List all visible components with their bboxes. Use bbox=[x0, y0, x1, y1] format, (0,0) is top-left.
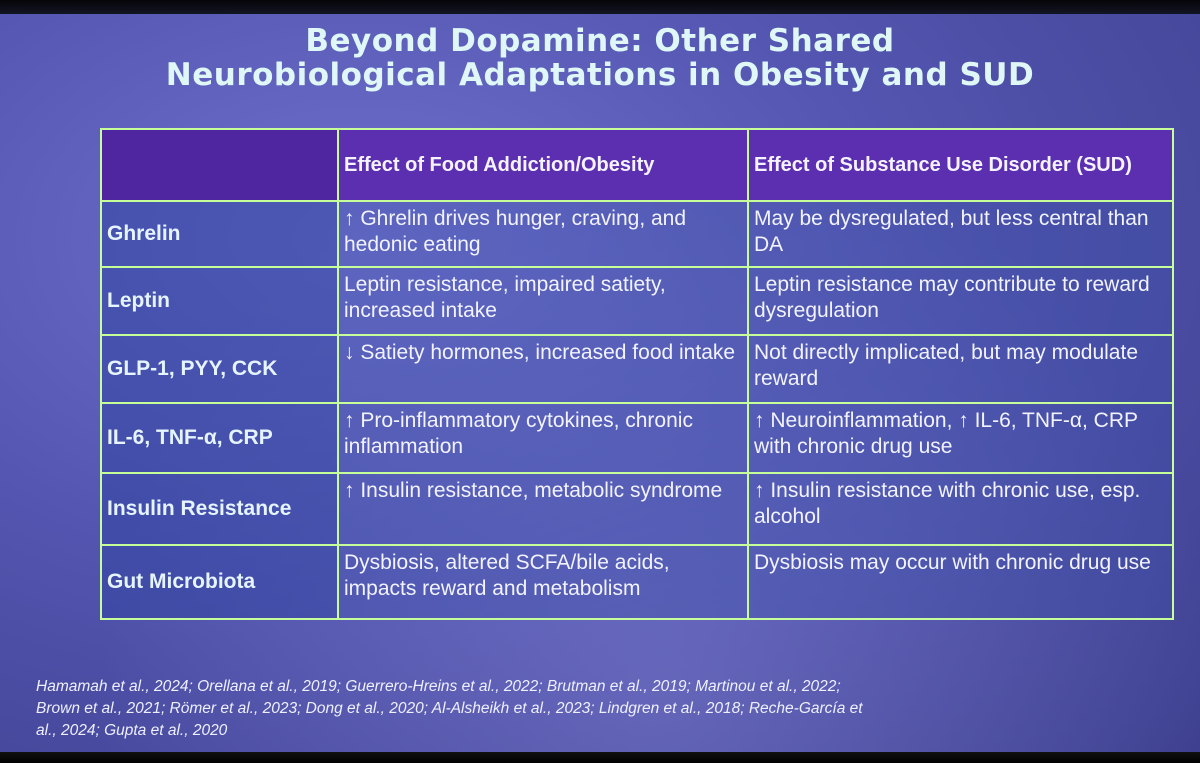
sud-effect-cell: ↑ Neuroinflammation, ↑ IL-6, TNF-α, CRP with chronic drug use bbox=[748, 403, 1173, 473]
table-row bbox=[101, 335, 1173, 403]
food-effect-cell: ↑ Ghrelin drives hunger, craving, and hedonic eating bbox=[338, 201, 748, 267]
references-line-1: Hamamah et al., 2024; Orellana et al., 2019; Guerrero-Hreins et al., 2022; Brutman et al., 2019; Martinou et al., 2022; bbox=[36, 678, 841, 695]
references-line-2: Brown et al., 2021; Römer et al., 2023; Dong et al., 2020; Al-Alsheikh et al., 2023; Lindgren et al., 2018; Reche-García et bbox=[36, 700, 863, 717]
sud-effect-cell: Dysbiosis may occur with chronic drug use bbox=[748, 545, 1173, 619]
food-effect-cell: Leptin resistance, impaired satiety, increased intake bbox=[338, 267, 748, 335]
factor-cell: GLP-1, PYY, CCK bbox=[101, 335, 338, 403]
factor-cell: Insulin Resistance bbox=[101, 473, 338, 545]
presentation-slide bbox=[0, 14, 1200, 763]
table-row bbox=[101, 545, 1173, 619]
table-row bbox=[101, 201, 1173, 267]
sud-effect-cell: Leptin resistance may contribute to reward dysregulation bbox=[748, 267, 1173, 335]
slide-title-line-1: Beyond Dopamine: Other Shared bbox=[305, 23, 895, 59]
header-cell-sud: Effect of Substance Use Disorder (SUD) bbox=[748, 129, 1173, 201]
factor-cell: Leptin bbox=[101, 267, 338, 335]
factor-cell: Ghrelin bbox=[101, 201, 338, 267]
header-cell-blank bbox=[101, 129, 338, 201]
table-row bbox=[101, 403, 1173, 473]
references-line-3: al., 2024; Gupta et al., 2020 bbox=[36, 722, 228, 739]
food-effect-cell: ↑ Insulin resistance, metabolic syndrome bbox=[338, 473, 748, 545]
header-cell-food-addiction: Effect of Food Addiction/Obesity bbox=[338, 129, 748, 201]
slide-title-line-2: Neurobiological Adaptations in Obesity and SUD bbox=[165, 57, 1035, 93]
table-header-row bbox=[101, 129, 1173, 201]
factor-cell: IL-6, TNF-α, CRP bbox=[101, 403, 338, 473]
sud-effect-cell: May be dysregulated, but less central than DA bbox=[748, 201, 1173, 267]
sud-effect-cell: ↑ Insulin resistance with chronic use, esp. alcohol bbox=[748, 473, 1173, 545]
food-effect-cell: ↑ Pro-inflammatory cytokines, chronic inflammation bbox=[338, 403, 748, 473]
screen-bottom-edge bbox=[0, 752, 1200, 763]
factor-cell: Gut Microbiota bbox=[101, 545, 338, 619]
food-effect-cell: ↓ Satiety hormones, increased food intake bbox=[338, 335, 748, 403]
references-footnote bbox=[36, 676, 986, 742]
slide-title bbox=[150, 24, 1050, 92]
sud-effect-cell: Not directly implicated, but may modulate reward bbox=[748, 335, 1173, 403]
comparison-table bbox=[100, 128, 1174, 620]
table-row bbox=[101, 267, 1173, 335]
food-effect-cell: Dysbiosis, altered SCFA/bile acids, impacts reward and metabolism bbox=[338, 545, 748, 619]
table-row bbox=[101, 473, 1173, 545]
